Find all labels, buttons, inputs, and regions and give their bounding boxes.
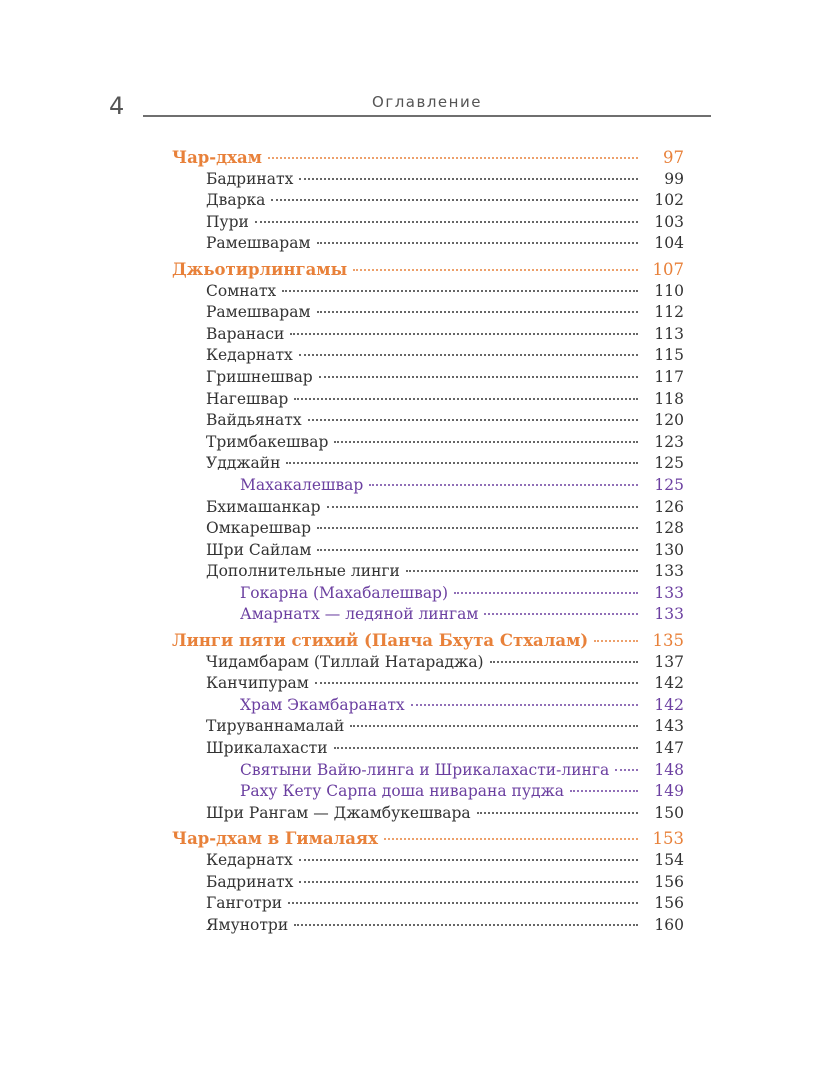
dot-leader [570, 789, 638, 792]
dot-leader [299, 177, 638, 180]
toc-entry-title: Храм Экамбаранатх [240, 695, 405, 714]
toc-entry[interactable] [172, 851, 684, 873]
toc-subentry[interactable] [172, 476, 684, 498]
dot-leader [282, 289, 638, 292]
page-number: 4 [109, 92, 125, 120]
toc-entry-title: Ганготри [206, 894, 283, 913]
toc-entry-page: 150 [654, 803, 684, 822]
toc-entry[interactable] [172, 739, 684, 761]
toc-entry-page: 149 [654, 782, 684, 801]
toc-entry[interactable] [172, 191, 684, 213]
toc-entry[interactable] [172, 454, 684, 476]
toc-entry-page: 126 [654, 497, 684, 516]
toc-entry-page: 133 [654, 562, 684, 581]
table-of-contents [172, 148, 684, 937]
dot-leader [353, 268, 638, 271]
toc-section[interactable] [172, 829, 684, 851]
toc-entry-title: Дварка [206, 191, 266, 210]
toc-entry-page: 156 [654, 894, 684, 913]
dot-leader [290, 332, 638, 335]
toc-entry[interactable] [172, 390, 684, 412]
toc-entry-title: Дополнительные линги [206, 562, 400, 581]
dot-leader [369, 483, 638, 486]
toc-entry-page: 128 [654, 519, 684, 538]
toc-subentry[interactable] [172, 761, 684, 783]
toc-entry-page: 117 [654, 367, 684, 386]
toc-entry-page: 143 [654, 717, 684, 736]
toc-entry-page: 115 [654, 346, 684, 365]
toc-entry-title: Вайдьянатх [206, 411, 302, 430]
dot-leader [406, 569, 638, 572]
toc-entry[interactable] [172, 873, 684, 895]
toc-subentry[interactable] [172, 782, 684, 804]
toc-entry-page: 113 [654, 324, 684, 343]
toc-entry-title: Бадринатх [206, 872, 294, 891]
toc-entry-title: Джьотирлингамы [172, 259, 348, 279]
dot-leader [317, 310, 639, 313]
dot-leader [317, 241, 639, 244]
toc-entry-title: Кедарнатх [206, 346, 293, 365]
dot-leader [317, 548, 638, 551]
toc-entry[interactable] [172, 325, 684, 347]
toc-entry-title: Нагешвар [206, 389, 289, 408]
toc-entry-page: 118 [654, 389, 684, 408]
toc-entry-page: 125 [654, 475, 684, 494]
toc-entry-page: 147 [654, 739, 684, 758]
toc-entry-title: Гришнешвар [206, 367, 313, 386]
dot-leader [490, 660, 638, 663]
dot-leader [255, 220, 638, 223]
toc-entry-page: 133 [654, 605, 684, 624]
dot-leader [308, 418, 638, 421]
toc-entry[interactable] [172, 303, 684, 325]
toc-entry[interactable] [172, 562, 684, 584]
dot-leader [350, 724, 638, 727]
toc-entry-title: Махакалешвар [240, 475, 364, 494]
dot-leader [411, 703, 638, 706]
toc-entry-page: 112 [654, 303, 684, 322]
dot-leader [334, 746, 638, 749]
toc-entry[interactable] [172, 717, 684, 739]
toc-section[interactable] [172, 260, 684, 282]
dot-leader [315, 681, 638, 684]
toc-entry-page: 102 [654, 191, 684, 210]
dot-leader [334, 440, 638, 443]
header-rule [143, 115, 711, 117]
toc-entry-title: Чар-дхам [172, 148, 263, 167]
toc-entry-title: Бадринатх [206, 169, 294, 188]
toc-entry[interactable] [172, 653, 684, 675]
toc-entry-title: Раху Кету Сарпа доша ниварана пуджа [240, 782, 565, 801]
toc-entry-title: Кедарнатх [206, 851, 293, 869]
toc-entry-page: 99 [664, 169, 684, 188]
toc-entry[interactable] [172, 346, 684, 368]
toc-entry-page: 130 [654, 540, 684, 559]
toc-entry[interactable] [172, 368, 684, 390]
toc-entry[interactable] [172, 433, 684, 455]
toc-entry-title: Шри Сайлам [206, 540, 312, 559]
toc-entry-title: Чар-дхам в Гималаях [172, 829, 378, 849]
toc-entry[interactable] [172, 519, 684, 541]
toc-entry-title: Святыни Вайю-линга и Шрикалахасти-линга [240, 760, 610, 779]
dot-leader [484, 612, 638, 615]
toc-entry-page: 97 [663, 148, 684, 167]
toc-entry-page: 103 [654, 212, 684, 231]
toc-section[interactable] [172, 148, 684, 170]
toc-entry-page: 120 [654, 411, 684, 430]
toc-entry-title: Тримбакешвар [206, 432, 329, 451]
dot-leader [319, 375, 638, 378]
dot-leader [299, 353, 638, 356]
toc-entry-title: Пури [206, 212, 249, 231]
toc-entry-page: 148 [654, 760, 684, 779]
dot-leader [594, 639, 638, 642]
toc-entry-title: Тируваннамалай [206, 717, 345, 736]
toc-entry-page: 154 [654, 851, 684, 869]
toc-section[interactable] [172, 631, 684, 653]
toc-entry-title: Рамешварам [206, 234, 311, 253]
dot-leader [299, 858, 638, 861]
toc-entry-page: 110 [654, 281, 684, 300]
toc-entry[interactable] [172, 674, 684, 696]
dot-leader [454, 591, 638, 594]
toc-entry[interactable] [172, 234, 684, 256]
toc-entry-title: Варанаси [206, 324, 285, 343]
toc-entry-title: Шрикалахасти [206, 739, 328, 758]
toc-entry-page: 153 [652, 829, 684, 849]
toc-entry-page: 104 [654, 234, 684, 253]
toc-entry-page: 137 [654, 652, 684, 671]
dot-leader [615, 768, 638, 771]
toc-entry-title: Линги пяти стихий (Панча Бхута Стхалам) [172, 631, 589, 651]
dot-leader [294, 397, 638, 400]
toc-entry-page: 133 [654, 583, 684, 602]
toc-entry-title: Гокарна (Махабалешвар) [240, 583, 449, 602]
toc-subentry[interactable] [172, 605, 684, 627]
toc-entry-page: 107 [652, 259, 684, 279]
toc-entry-page: 125 [654, 454, 684, 473]
toc-entry-title: Сомнатх [206, 281, 277, 300]
toc-entry[interactable] [172, 541, 684, 563]
toc-entry-page: 135 [652, 631, 684, 651]
toc-entry[interactable] [172, 916, 684, 938]
toc-entry[interactable] [172, 213, 684, 235]
toc-entry-page: 142 [654, 695, 684, 714]
toc-entry[interactable] [172, 282, 684, 304]
toc-subentry[interactable] [172, 584, 684, 606]
toc-entry[interactable] [172, 411, 684, 433]
toc-entry[interactable] [172, 804, 684, 826]
toc-entry-page: 142 [654, 674, 684, 693]
toc-entry[interactable] [172, 894, 684, 916]
toc-entry-title: Амарнатх — ледяной лингам [240, 605, 479, 624]
dot-leader [384, 837, 638, 840]
dot-leader [477, 811, 638, 814]
toc-entry-title: Канчипурам [206, 674, 309, 693]
toc-entry-title: Ямунотри [206, 915, 289, 934]
toc-entry-title: Удджайн [206, 454, 281, 473]
dot-leader [288, 901, 638, 904]
dot-leader [268, 156, 638, 159]
dot-leader [271, 198, 638, 201]
toc-entry-title: Чидамбарам (Тиллай Натараджа) [206, 652, 484, 671]
dot-leader [317, 526, 638, 529]
toc-entry-title: Бхимашанкар [206, 497, 321, 516]
dot-leader [294, 923, 638, 926]
toc-entry-page: 156 [654, 872, 684, 891]
toc-entry-title: Рамешварам [206, 303, 311, 322]
dot-leader [286, 461, 638, 464]
toc-entry-page: 160 [654, 915, 684, 934]
running-head-title: Оглавление [372, 93, 482, 111]
dot-leader [327, 505, 638, 508]
toc-entry-title: Шри Рангам — Джамбукешвара [206, 803, 471, 822]
toc-entry-title: Омкарешвар [206, 519, 312, 538]
toc-entry-page: 123 [654, 432, 684, 451]
dot-leader [299, 880, 638, 883]
toc-subentry[interactable] [172, 696, 684, 718]
toc-entry[interactable] [172, 498, 684, 520]
toc-entry[interactable] [172, 170, 684, 192]
